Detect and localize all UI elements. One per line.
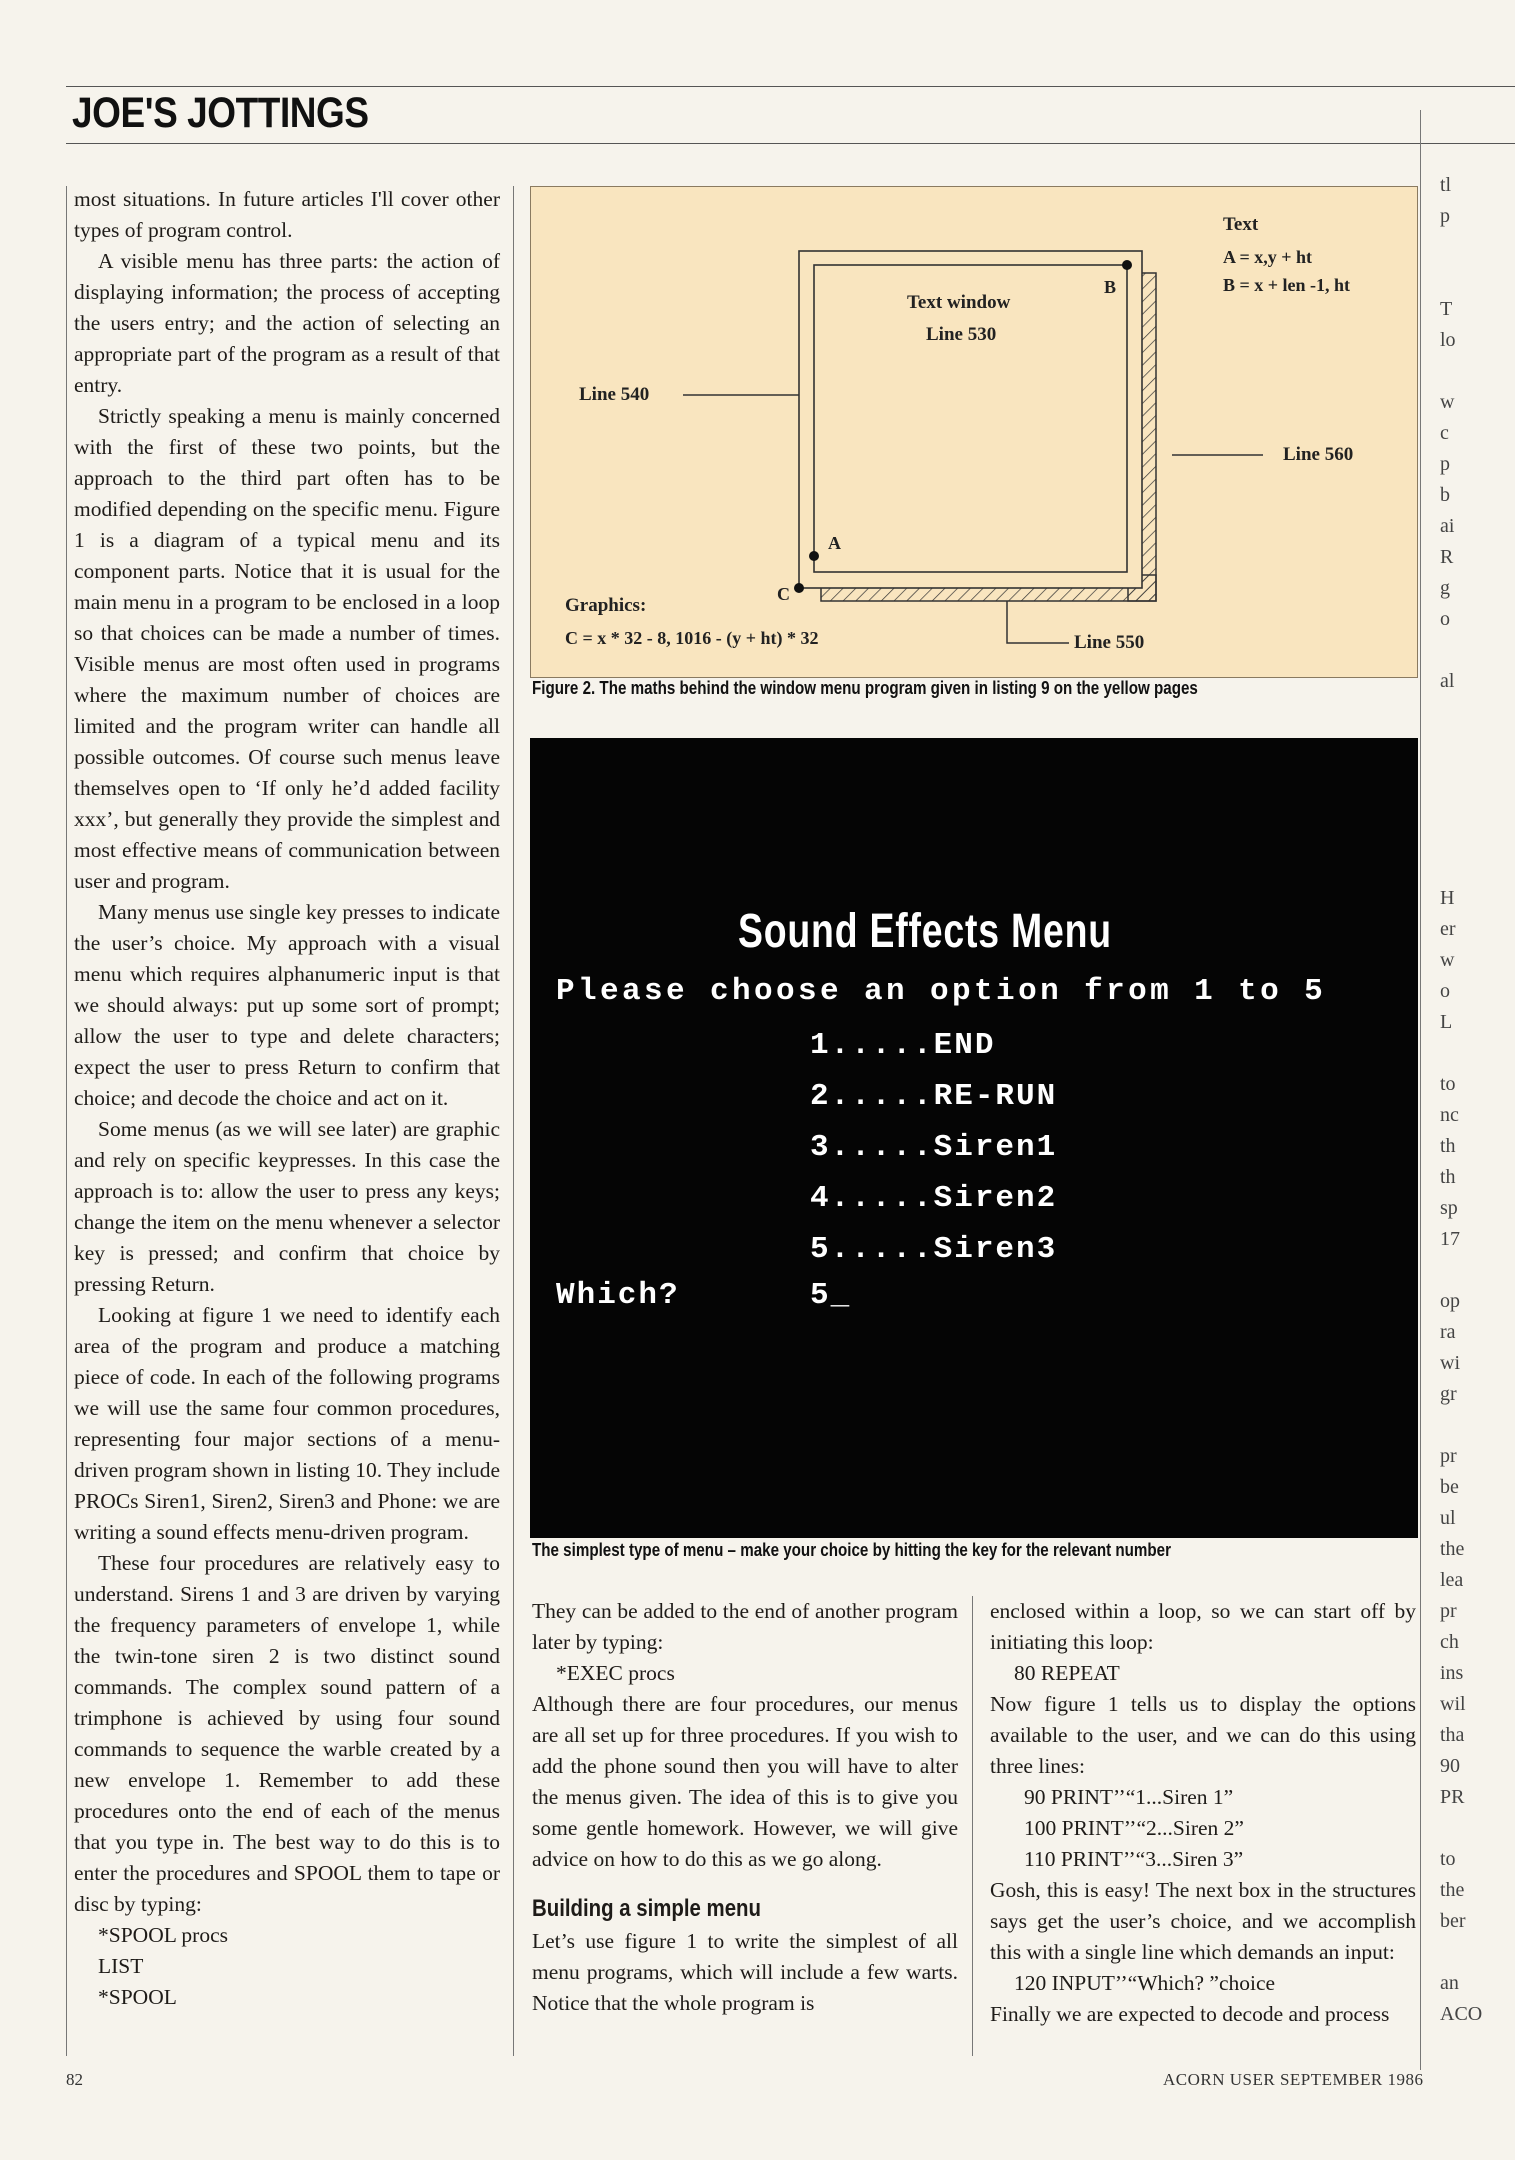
paragraph: These four procedures are relatively easy to understand. Sirens 1 and 3 are driven by varying the frequency parameters of envelope 1, while the twin-tone siren 2 is two distinct sound commands. The complex sound pattern of a trimphone is achieved by using four sound commands to sequence the warble created by a new envelope 1. Remember to add these procedures onto the end of each of the menus that you type in. The best way to do this is to enter the procedures and SPOOL them to tape or disc by typing: bbox=[74, 1551, 500, 1916]
menu-option: 5.....Siren3 bbox=[810, 1232, 1058, 1267]
code-line: 120 INPUT’’“Which? ”choice bbox=[1014, 1971, 1276, 1995]
paragraph: enclosed within a loop, so we can start off by initiating this loop: bbox=[990, 1599, 1416, 1654]
page-header bbox=[66, 86, 1515, 144]
fragment-line bbox=[1430, 821, 1515, 852]
page-title: JOE'S JOTTINGS bbox=[72, 89, 369, 137]
left-border-rule bbox=[66, 186, 67, 2056]
fragment-line: PR bbox=[1440, 1786, 1465, 1808]
fragment-line: tl bbox=[1440, 174, 1452, 196]
fragment-line: ch bbox=[1440, 1631, 1459, 1653]
fragment-line: lo bbox=[1440, 329, 1456, 351]
menu-screenshot-caption: The simplest type of menu – make your choice by hitting the key for the relevant number bbox=[532, 1539, 1171, 1560]
fragment-line: w bbox=[1440, 949, 1455, 971]
right-column bbox=[990, 1596, 1416, 2030]
menu-option: 3.....Siren1 bbox=[810, 1130, 1058, 1165]
fragment-line: ber bbox=[1440, 1910, 1466, 1932]
code-line: 90 PRINT’’“1...Siren 1” bbox=[1024, 1785, 1234, 1809]
paragraph: Strictly speaking a menu is mainly concerned with the first of these two points, but the approach to the third part often has to be modified depending on the specific menu. Figure 1 is a diagram of a typical menu and its component parts. Notice that it is usual for the main menu in a program to be enclosed in a loop so that choices can be made a number of times. Visible menus are most often used in programs where the maximum number of choices are limited and the program writer can handle all possible outcomes. Of course such menus leave themselves open to ‘If only he’d added facility xxx’, but generally they provide the simplest and most effective means of communication between user and program. bbox=[74, 404, 500, 893]
fragment-line bbox=[1430, 728, 1515, 759]
fragment-line bbox=[1430, 1937, 1515, 1968]
figure-2-diagram bbox=[530, 186, 1418, 678]
fragment-line: ACO bbox=[1440, 2003, 1483, 2025]
fragment-line: an bbox=[1440, 1972, 1459, 1994]
screen-which-value: 5_ bbox=[810, 1278, 852, 1313]
fragment-line: op bbox=[1440, 1290, 1460, 1312]
fragment-line: gr bbox=[1440, 1383, 1457, 1405]
fragment-line: R bbox=[1440, 546, 1454, 568]
section-heading: Building a simple menu bbox=[532, 1895, 761, 1922]
fragment-line: th bbox=[1440, 1166, 1456, 1188]
fragment-line: p bbox=[1440, 205, 1450, 227]
fragment-line: 17 bbox=[1440, 1228, 1460, 1250]
figure-2-caption: Figure 2. The maths behind the window menu program given in listing 9 on the yellow pages bbox=[532, 677, 1198, 698]
paragraph: Let’s use figure 1 to write the simplest of all menu programs, which will include a few warts. Notice that the whole program is bbox=[532, 1929, 958, 2015]
fragment-line: pr bbox=[1440, 1445, 1457, 1467]
paragraph: Many menus use single key presses to indicate the user’s choice. My approach with a visual menu which requires alphanumeric input is that we should always: put up some sort of prompt; allow the user to type and delete characters; expect the user to press Return to confirm that choice; and decode the choice and act on it. bbox=[74, 900, 500, 1110]
label-point-c: C bbox=[777, 584, 790, 604]
fragment-line: b bbox=[1440, 484, 1450, 506]
fragment-line: pr bbox=[1440, 1600, 1457, 1622]
fragment-line: nc bbox=[1440, 1104, 1459, 1126]
menu-option: 1.....END bbox=[810, 1028, 996, 1063]
fragment-line: al bbox=[1440, 670, 1455, 692]
fragment-line: tha bbox=[1440, 1724, 1465, 1746]
fragment-line bbox=[1430, 1410, 1515, 1441]
label-line-540: Line 540 bbox=[579, 384, 650, 405]
label-point-b: B bbox=[1104, 277, 1117, 297]
code-line: *EXEC procs bbox=[556, 1661, 675, 1685]
fragment-line: o bbox=[1440, 608, 1450, 630]
fragment-line: to bbox=[1440, 1848, 1456, 1870]
code-line: *SPOOL bbox=[98, 1985, 177, 2009]
fragment-line bbox=[1430, 697, 1515, 728]
fragment-line: g bbox=[1440, 577, 1450, 599]
menu-screenshot bbox=[530, 738, 1418, 1538]
fragment-line bbox=[1430, 1255, 1515, 1286]
fragment-line: H bbox=[1440, 887, 1455, 909]
fragment-line: lea bbox=[1440, 1569, 1464, 1591]
fragment-line: w bbox=[1440, 391, 1455, 413]
fragment-line: p bbox=[1440, 453, 1450, 475]
fragment-line: be bbox=[1440, 1476, 1459, 1498]
label-line-550: Line 550 bbox=[1074, 632, 1145, 653]
fragment-line: sp bbox=[1440, 1197, 1458, 1219]
label-text-window: Text window bbox=[907, 292, 1011, 313]
label-graphics-equation: C = x * 32 - 8, 1016 - (y + ht) * 32 bbox=[565, 628, 819, 648]
page-number: 82 bbox=[66, 2070, 83, 2089]
fragment-line: ai bbox=[1440, 515, 1455, 537]
fragment-line: T bbox=[1440, 298, 1453, 320]
code-line: 100 PRINT’’“2...Siren 2” bbox=[1024, 1816, 1244, 1840]
middle-column bbox=[532, 1596, 958, 2019]
fragment-line bbox=[1430, 635, 1515, 666]
fragment-line bbox=[1430, 232, 1515, 263]
fragment-line: o bbox=[1440, 980, 1450, 1002]
label-line-560: Line 560 bbox=[1283, 444, 1354, 465]
fragment-line bbox=[1430, 790, 1515, 821]
point-c bbox=[794, 583, 804, 593]
fragment-line: the bbox=[1440, 1879, 1465, 1901]
fragment-line: 90 bbox=[1440, 1755, 1460, 1777]
code-line: *SPOOL procs bbox=[98, 1923, 228, 1947]
fragment-line bbox=[1430, 1813, 1515, 1844]
column-rule-left bbox=[513, 186, 514, 2056]
fragment-line bbox=[1430, 263, 1515, 294]
fragment-line: ra bbox=[1440, 1321, 1456, 1343]
paragraph: Now figure 1 tells us to display the options available to the user, and we can do this using three lines: bbox=[990, 1692, 1416, 1778]
column-rule-right bbox=[1420, 110, 1421, 2070]
screen-which-label: Which? bbox=[556, 1278, 680, 1313]
label-line-530: Line 530 bbox=[926, 324, 997, 345]
screen-title: Sound Effects Menu bbox=[738, 905, 1112, 958]
menu-option: 2.....RE-RUN bbox=[810, 1079, 1058, 1114]
point-a bbox=[809, 551, 819, 561]
fragment-line: c bbox=[1440, 422, 1449, 444]
fragment-line: er bbox=[1440, 918, 1456, 940]
paragraph: A visible menu has three parts: the action of displaying information; the process of accepting the users entry; and the action of selecting an appropriate part of the program as a result of that entry. bbox=[74, 249, 500, 397]
label-point-a: A bbox=[828, 533, 841, 553]
paragraph: Finally we are expected to decode and process bbox=[990, 2002, 1390, 2026]
label-text-equation-a: A = x,y + ht bbox=[1223, 247, 1313, 267]
menu-option: 4.....Siren2 bbox=[810, 1181, 1058, 1216]
next-page-fragment bbox=[1430, 170, 1515, 2070]
fragment-line bbox=[1430, 356, 1515, 387]
fragment-line bbox=[1430, 852, 1515, 883]
label-text-equation-b: B = x + len -1, ht bbox=[1223, 275, 1351, 295]
paragraph: Although there are four procedures, our menus are all set up for three procedures. If you wish to add the phone sound then you will have to alter the menus given. The idea of this is to give you some gentle homework. However, we will give advice on how to do this as we go along. bbox=[532, 1692, 958, 1871]
code-line: LIST bbox=[98, 1954, 144, 1978]
paragraph: Gosh, this is easy! The next box in the structures says get the user’s choice, and we accomplish this with a single line which demands an input: bbox=[990, 1878, 1416, 1964]
fragment-line: th bbox=[1440, 1135, 1456, 1157]
label-graphics-heading: Graphics: bbox=[565, 595, 647, 616]
leader-line-550 bbox=[1007, 601, 1069, 643]
fragment-line: to bbox=[1440, 1073, 1456, 1095]
fragment-line: wil bbox=[1440, 1693, 1466, 1715]
left-column bbox=[74, 184, 500, 2013]
paragraph: Some menus (as we will see later) are graphic and rely on specific keypresses. In this case the approach is to: allow the user to press any keys; change the item on the menu whenever a selector key is pressed; and confirm that choice by pressing Return. bbox=[74, 1117, 500, 1296]
fragment-line: the bbox=[1440, 1538, 1465, 1560]
fragment-line bbox=[1430, 759, 1515, 790]
label-text-heading: Text bbox=[1223, 214, 1259, 235]
code-line: 80 REPEAT bbox=[1014, 1661, 1120, 1685]
paragraph: most situations. In future articles I'll cover other types of program control. bbox=[74, 187, 500, 242]
publication-footer: ACORN USER SEPTEMBER 1986 bbox=[1163, 2070, 1424, 2089]
fragment-line: ins bbox=[1440, 1662, 1464, 1684]
fragment-line: wi bbox=[1440, 1352, 1460, 1374]
fragment-line: ul bbox=[1440, 1507, 1456, 1529]
fragment-line bbox=[1430, 1038, 1515, 1069]
point-b bbox=[1122, 260, 1132, 270]
paragraph: They can be added to the end of another program later by typing: bbox=[532, 1599, 958, 1654]
screen-prompt: Please choose an option from 1 to 5 bbox=[556, 974, 1327, 1009]
paragraph: Looking at figure 1 we need to identify each area of the program and produce a matching piece of code. In each of the following programs we will use the same four common procedures, representing four major sections of a menu-driven program shown in listing 10. They include PROCs Siren1, Siren2, Siren3 and Phone: we are writing a sound effects menu-driven program. bbox=[74, 1303, 500, 1544]
column-rule-middle bbox=[972, 1596, 973, 2056]
code-line: 110 PRINT’’“3...Siren 3” bbox=[1024, 1847, 1244, 1871]
fragment-line: L bbox=[1440, 1011, 1453, 1033]
